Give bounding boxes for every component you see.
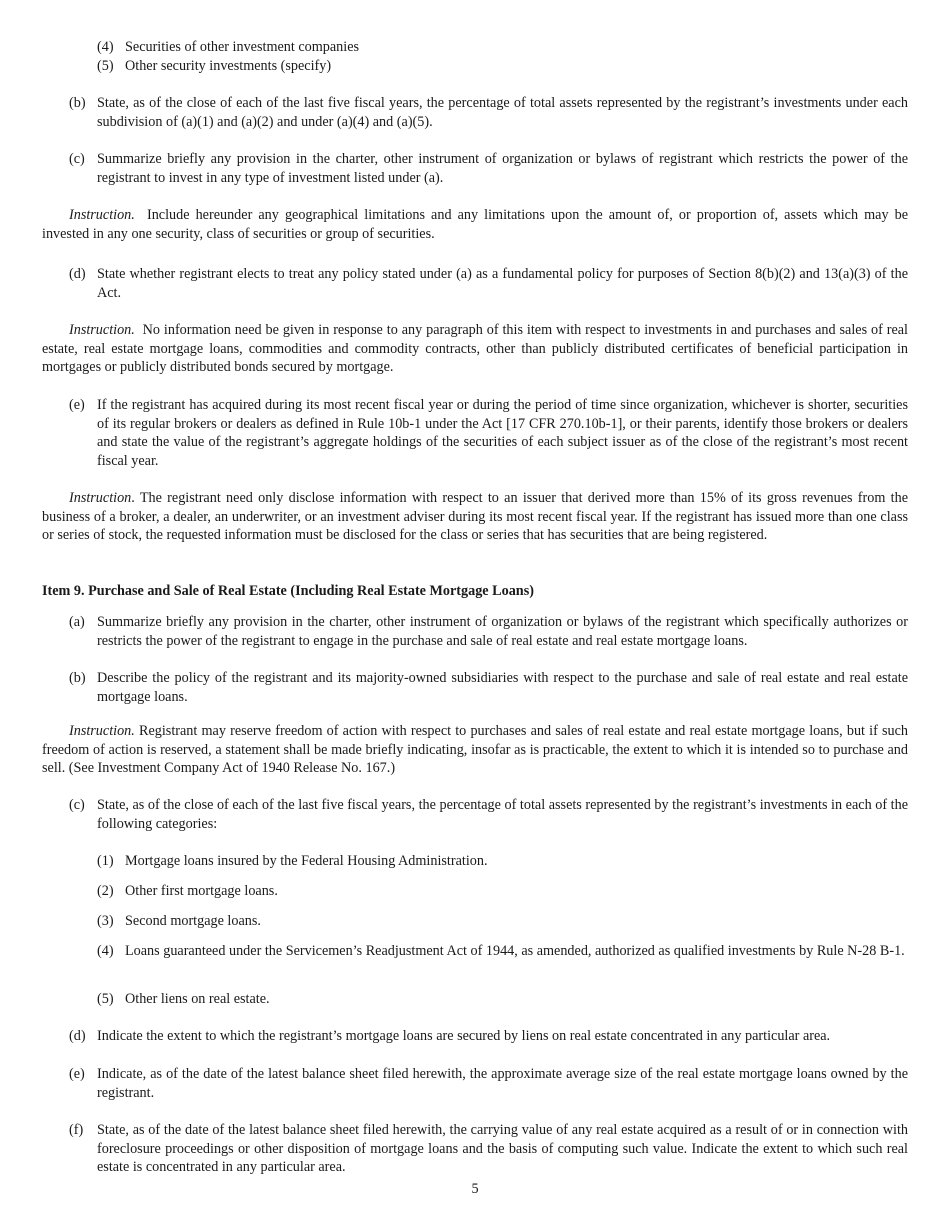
item-label: (a) — [69, 614, 85, 630]
paragraph-item-c — [69, 796, 908, 833]
list-item-text: Other security investments (specify) — [125, 58, 332, 74]
item-text: State whether registrant elects to treat any policy stated under (a) as a fundamental policy for purposes of Section 8(b)(2) and 13(a)(3) of the Act. — [97, 266, 908, 301]
list-item — [97, 942, 908, 961]
item-label: (c) — [69, 151, 85, 167]
item-label: (d) — [69, 266, 86, 282]
instruction-text: . The registrant need only disclose information with respect to an issuer that derived more than 15% of its gross revenues from the business of a broker, a dealer, an underwriter, or an investment adviser during its most recent fiscal year. If the registrant has issued more than one class or series of stock, the requested information must be disclosed for the class or series that has securities that are being registered. — [42, 490, 908, 544]
paragraph-item-b — [69, 669, 908, 706]
instruction-label: Instruction. — [69, 207, 135, 223]
list-item-label: (4) — [97, 943, 114, 959]
item-text: Indicate the extent to which the registrant’s mortgage loans are secured by liens on real estate concentrated in any particular area. — [97, 1028, 831, 1044]
item-text: Summarize briefly any provision in the charter, other instrument of organization or bylaws of registrant which restricts the power of the registrant to invest in any type of investment listed under (a). — [97, 151, 908, 186]
list-item-label: (5) — [97, 991, 114, 1007]
paragraph-item-d — [69, 265, 908, 302]
instruction-text: Include hereunder any geographical limitations and any limitations upon the amount of, or proportion of, assets which may be invested in any one security, class of securities or group of securities. — [42, 207, 909, 242]
item-label: (b) — [69, 95, 86, 111]
paragraph-item-f — [69, 1121, 908, 1177]
list-item-label: (5) — [97, 58, 114, 74]
instruction-label: Instruction. — [69, 723, 135, 739]
list-item-text: Mortgage loans insured by the Federal Housing Administration. — [125, 853, 488, 869]
list-item — [97, 990, 908, 1009]
list-item — [97, 882, 908, 901]
instruction-paragraph — [42, 206, 908, 243]
paragraph-item-a — [69, 613, 908, 650]
item-label: (f) — [69, 1122, 84, 1138]
list-item-label: (4) — [97, 39, 114, 55]
instruction-text: No information need be given in response to any paragraph of this item with respect to investments in and purchases and sales of real estate, real estate mortgage loans, commodities and commodity contracts, other than publicly distributed certificates of beneficial participation in mortgages or publicly distributed bonds secured by mortgage. — [42, 322, 909, 376]
paragraph-item-d — [69, 1027, 908, 1046]
instruction-label: Instruction. — [69, 322, 135, 338]
item-label: (c) — [69, 797, 85, 813]
paragraph-item-e — [69, 1065, 908, 1102]
instruction-paragraph — [42, 489, 908, 545]
item-text: State, as of the date of the latest balance sheet filed herewith, the carrying value of any real estate acquired as a result of or in connection with foreclosure proceedings or other disposition of mortgage loans and the basis of computing such value. Indicate the extent to which such real estate is concentrated in any particular area. — [97, 1122, 908, 1176]
item-label: (d) — [69, 1028, 86, 1044]
item-text: State, as of the close of each of the last five fiscal years, the percentage of total assets represented by the registrant’s investments under each subdivision of (a)(1) and (a)(2) and under (a)(4) and (a)(5). — [97, 95, 908, 130]
instruction-paragraph — [42, 722, 908, 778]
section-heading: Item 9. Purchase and Sale of Real Estate (Including Real Estate Mortgage Loans) — [42, 583, 534, 599]
instruction-paragraph — [42, 321, 908, 377]
list-item-label: (2) — [97, 883, 114, 899]
item-label: (e) — [69, 397, 85, 413]
instruction-label: Instruction — [69, 490, 132, 506]
paragraph-item-c — [69, 150, 908, 187]
item-label: (b) — [69, 670, 86, 686]
item-text: Summarize briefly any provision in the charter, other instrument of organization or bylaws of the registrant which specifically authorizes or restricts the power of the registrant to engage in the purchase and sale of real estate and real estate mortgage loans. — [97, 614, 908, 649]
list-item — [97, 912, 908, 931]
list-item — [97, 852, 908, 871]
paragraph-item-e — [69, 396, 908, 471]
list-item-text: Other liens on real estate. — [125, 991, 270, 1007]
item-text: Indicate, as of the date of the latest balance sheet filed herewith, the approximate average size of the real estate mortgage loans owned by the registrant. — [97, 1066, 908, 1101]
list-item — [97, 38, 908, 57]
list-item-text: Loans guaranteed under the Servicemen’s Readjustment Act of 1944, as amended, authorized as qualified investments by Rule N-28 B-1. — [125, 943, 905, 959]
list-item-label: (1) — [97, 853, 114, 869]
paragraph-item-b — [69, 94, 908, 131]
item-label: (e) — [69, 1066, 85, 1082]
instruction-text: Registrant may reserve freedom of action with respect to purchases and sales of real estate and real estate mortgage loans, but if such freedom of action is reserved, a statement shall be made briefly indicating, insofar as is practicable, the extent to which it is intended so to purchase and sell. (See Investment Company Act of 1940 Release No. 167.) — [42, 723, 909, 777]
list-item-text: Other first mortgage loans. — [125, 883, 278, 899]
list-item — [97, 57, 908, 76]
list-item-label: (3) — [97, 913, 114, 929]
item-text: Describe the policy of the registrant and its majority-owned subsidiaries with respect to the purchase and sale of real estate and real estate mortgage loans. — [97, 670, 908, 705]
page-number: 5 — [471, 1181, 479, 1197]
item-text: If the registrant has acquired during its most recent fiscal year or during the period of time since organization, whichever is shorter, securities of its regular brokers or dealers as defined in Rule 10b-1 under the Act [17 CFR 270.10b-1], or their parents, identify those brokers or dealers and state the value of the registrant’s aggregate holdings of the securities of each subject issuer as of the close of the registrant’s most recent fiscal year. — [97, 397, 908, 470]
item-text: State, as of the close of each of the last five fiscal years, the percentage of total assets represented by the registrant’s investments in each of the following categories: — [97, 797, 908, 832]
list-item-text: Second mortgage loans. — [125, 913, 261, 929]
list-item-text: Securities of other investment companies — [125, 39, 360, 55]
